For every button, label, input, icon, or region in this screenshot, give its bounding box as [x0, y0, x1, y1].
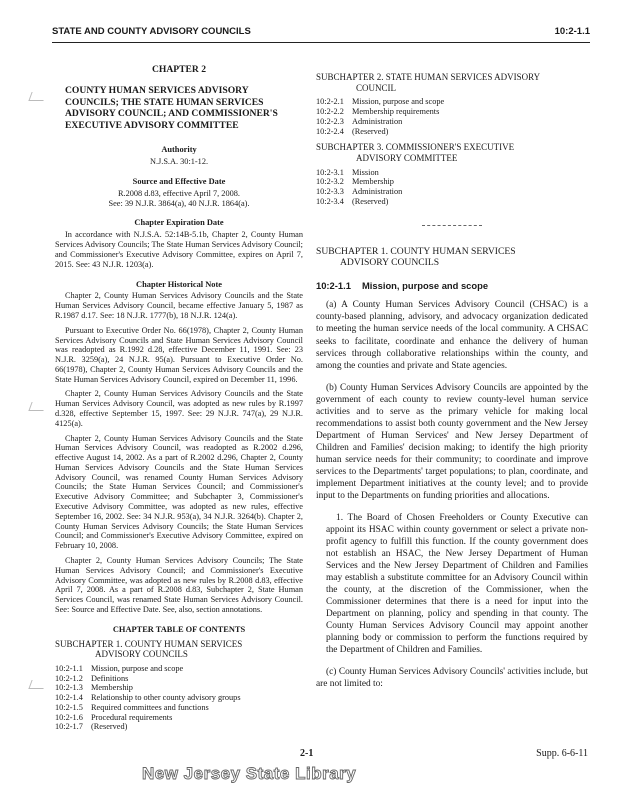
paragraph-a: (a) A County Human Services Advisory Council (CHSAC) is a county-based planning, advisory, and advocacy organization dedicated to meeting the human service needs of the local community. A CHSAC seeks to facilitate, coordinate and enhance the delivery of human services through collaborative relationships within the county, and among the counties and private and State agencies. [316, 300, 588, 371]
scan-margin-mark [28, 680, 46, 689]
toc-subchapter-3-heading [316, 142, 588, 163]
toc-item-title: (Reserved) [352, 196, 389, 206]
toc-item-title: (Reserved) [91, 722, 128, 732]
history-paragraph: Chapter 2, County Human Services Advisory Councils; The State Human Services Advisory Council; and Commissioner's Executive Advisory Committee, was adopted as new rules by R.2008 d.83, effective April 7, 2008. As a part of R.2008 d.83, Subchapter 2, State Human Services Council, was renamed State Human Services Advisory Council. See: Source and Effective Date. See, also, section annotations. [55, 555, 303, 614]
toc-item-number: 10:2-1.4 [55, 693, 83, 703]
toc-item[interactable] [316, 177, 588, 187]
toc-item[interactable] [55, 693, 303, 703]
toc-item-title: Mission [352, 167, 379, 177]
history-paragraph: Chapter 2, County Human Services Advisory Councils and the State Human Services Advisory Council, was adopted as new rules by R.1997 d.328, effective September 15, 1997. See: 29 N.J.R. 747(a), 29 N.J.R. 4125(a). [55, 389, 303, 428]
toc-item-title: Mission, purpose and scope [91, 663, 184, 673]
toc-subchapter-2-line-1: SUBCHAPTER 2. STATE HUMAN SERVICES ADVISORY [316, 72, 541, 82]
toc-item[interactable] [55, 713, 303, 723]
toc-subchapter-3-list [316, 168, 588, 207]
toc-item-title: Procedural requirements [91, 712, 173, 722]
toc-item-number: 10:2-1.3 [55, 683, 83, 693]
toc-item-number: 10:2-2.2 [316, 107, 344, 116]
subchapter-1-line-2: ADVISORY COUNCILS [340, 257, 440, 268]
toc-item-title: Required committees and functions [91, 702, 209, 712]
subchapter-1-line-1: SUBCHAPTER 1. COUNTY HUMAN SERVICES [316, 245, 516, 257]
toc-item-number: 10:2-1.1 [55, 663, 83, 673]
authority-heading: Authority [161, 145, 197, 155]
toc-item[interactable] [316, 127, 588, 137]
page-number: 2-1 [300, 748, 314, 759]
toc-item-number: 10:2-3.4 [316, 196, 344, 206]
toc-item[interactable] [55, 722, 303, 732]
header-section-number: 10:2-1.1 [554, 26, 590, 37]
running-header [52, 26, 590, 40]
expiration-text: In accordance with N.J.S.A. 52:14B-5.1b, Chapter 2, County Human Services Advisory Councils; The State Human Services Advisory Council; and Commissioner's Executive Advisory Committee, expires on April 7, 2015. See: 43 N.J.R. 1203(a). [55, 230, 303, 269]
toc-item-number: 10:2-1.6 [55, 712, 83, 722]
toc-item-number: 10:2-1.7 [55, 722, 83, 732]
expiration-heading: Chapter Expiration Date [134, 218, 224, 228]
toc-subchapter-1-list [55, 664, 303, 732]
toc-heading: CHAPTER TABLE OF CONTENTS [112, 624, 246, 634]
source-line-1: R.2008 d.83, effective April 7, 2008. [118, 188, 240, 198]
history-heading: Chapter Historical Note [136, 279, 222, 289]
authority-text: N.J.S.A. 30:1-12. [149, 157, 209, 167]
toc-item[interactable] [55, 703, 303, 713]
library-watermark: New Jersey State Library [142, 764, 357, 783]
source-line-2: See: 39 N.J.R. 3864(a), 40 N.J.R. 1864(a). [108, 198, 250, 208]
section-divider [422, 225, 482, 226]
toc-item-title: Relationship to other county advisory groups [91, 693, 241, 703]
toc-item[interactable] [316, 117, 588, 127]
toc-item-title: Mission, purpose and scope [352, 97, 445, 107]
toc-subchapter-1-heading [55, 639, 303, 660]
toc-item[interactable] [55, 683, 303, 693]
toc-item-number: 10:2-3.1 [316, 167, 344, 177]
toc-subchapter-1-line-2: ADVISORY COUNCILS [95, 649, 188, 660]
toc-item-number: 10:2-3.3 [316, 187, 344, 197]
history-paragraph: Pursuant to Executive Order No. 66(1978), Chapter 2, County Human Services Advisory Councils and State Human Services Advisory Council was readopted as R.1992 d.28, effective December 11, 1991. See: 23 N.J.R. 3259(a), 24 N.J.R. 95(a). Pursuant to Executive Order No. 66(1978), Chapter 2, County Human Services Advisory Councils and the State Human Services Advisory Council, expired on December 11, 1996. [55, 325, 303, 384]
section-heading [316, 280, 588, 291]
toc-item[interactable] [316, 197, 588, 207]
toc-item-number: 10:2-2.3 [316, 116, 344, 126]
chapter-title: COUNTY HUMAN SERVICES ADVISORY COUNCILS; THE STATE HUMAN SERVICES ADVISORY COUNCIL; AND COMMISSIONER'S EXECUTIVE ADVISORY COMMITTEE [65, 85, 278, 131]
toc-subchapter-2-heading [316, 72, 588, 93]
scan-margin-mark [28, 92, 46, 101]
toc-subchapter-3-line-1: SUBCHAPTER 3. COMMISSIONER'S EXECUTIVE [316, 142, 515, 153]
paragraph-c: (c) County Human Services Advisory Councils' activities include, but are not limited to: [316, 667, 588, 690]
left-column [55, 50, 303, 738]
toc-item[interactable] [55, 664, 303, 674]
toc-item[interactable] [316, 187, 588, 197]
toc-subchapter-2-line-2: COUNCIL [356, 82, 396, 93]
toc-subchapter-2-list [316, 97, 588, 136]
header-rule [52, 42, 590, 43]
toc-item-title: Membership [352, 177, 394, 187]
toc-item-number: 10:2-3.2 [316, 177, 344, 187]
toc-item-number: 10:2-1.5 [55, 702, 83, 712]
header-title: STATE AND COUNTY ADVISORY COUNCILS [52, 26, 251, 37]
section-title: Mission, purpose and scope [362, 280, 489, 292]
paragraph-b: (b) County Human Services Advisory Councils are appointed by the government of each county to review county-level human service activities and to serve as the primary vehicle for making local recommendations to assist both county government and the New Jersey Department of Human Services' and New Jersey Department of Children and Families' decision making; to identify the high priority human service needs for their community; to coordinate and improve services to the Departments' target populations; to plan, coordinate, and implement Department initiatives at the county level; and to provide input to the Departments on funding priorities and allocations. [316, 382, 588, 501]
scan-margin-mark [28, 402, 46, 411]
supplement-date: Supp. 6-6-11 [536, 748, 588, 759]
toc-item-title: (Reserved) [352, 126, 389, 136]
toc-item[interactable] [316, 168, 588, 178]
toc-item-title: Membership requirements [352, 107, 440, 116]
history-paragraph: Chapter 2, County Human Services Advisory Councils and the State Human Services Advisory Council, became effective January 5, 1987 as R.1987 d.17. See: 18 N.J.R. 1777(b), 18 N.J.R. 124(a). [55, 291, 303, 320]
toc-item[interactable] [316, 97, 588, 107]
section-number: 10:2-1.1 [316, 280, 351, 292]
toc-item-title: Administration [352, 187, 403, 197]
toc-item-number: 10:2-2.4 [316, 126, 344, 136]
history-paragraph: Chapter 2, County Human Services Advisory Councils and the State Human Services Advisory Council, was readopted as R.2002 d.296, effective August 14, 2002. As a part of R.2002 d.296, Chapter 2, County Human Services Advisory Councils and the State Human Services Advisory Council, was renamed County Human Services Advisory Councils; the State Human Services Council; and Commissioner's Executive Advisory Committee; and Subchapter 3, Commissioner's Executive Advisory Committee, was adopted as new rules, effective September 16, 2002. See: 34 N.J.R. 953(a), 34 N.J.R. 3264(b). Chapter 2, County Human Services Advisory Councils; the State Human Services Council; and Commissioner's Executive Advisory Committee, expired on February 10, 2008. [55, 433, 303, 551]
toc-item-number: 10:2-1.2 [55, 673, 83, 683]
paragraph-b-1: 1. The Board of Chosen Freeholders or County Executive can appoint its HSAC within county government or select a private non-profit agency to fulfill this function. If the county government does not establish an HSAC, the New Jersey Department of Human Services and the New Jersey Department of Children and Families may establish a substitute committee for an Advisory Council within the county, at the discretion of the Commissioner, when the Commissioner determines that there is a need for input into the Department on planning, policy and spending in that county. The County Human Services Advisory Council may appoint another planning body or commission to perform the functions required by the Department of Children and Families. [326, 512, 588, 656]
toc-subchapter-1-line-1: SUBCHAPTER 1. COUNTY HUMAN SERVICES [55, 638, 243, 649]
toc-subchapter-3-line-2: ADVISORY COMMITTEE [356, 152, 458, 163]
toc-item[interactable] [55, 674, 303, 684]
toc-item[interactable] [316, 107, 588, 117]
toc-item-title: Administration [352, 116, 403, 126]
source-heading: Source and Effective Date [132, 177, 226, 186]
toc-item-title: Definitions [91, 673, 129, 683]
chapter-number: CHAPTER 2 [151, 64, 207, 75]
subchapter-1-heading [316, 246, 588, 269]
toc-item-number: 10:2-2.1 [316, 97, 344, 107]
right-column [316, 72, 588, 700]
toc-item-title: Membership [91, 683, 133, 693]
